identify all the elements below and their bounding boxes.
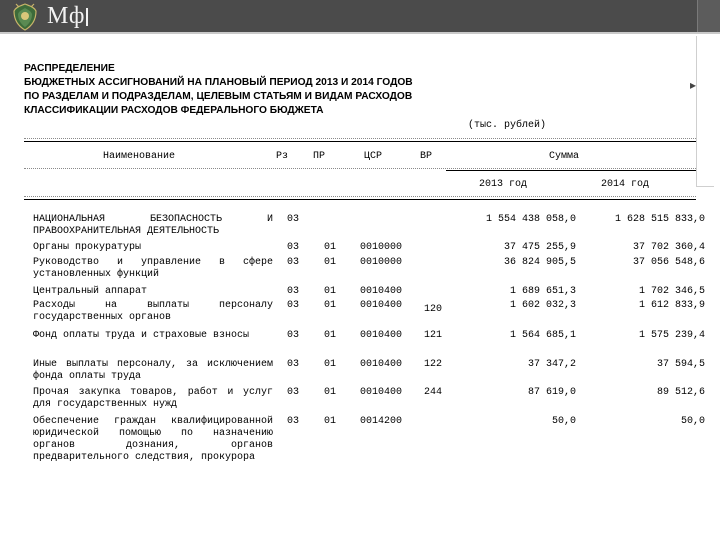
title-line: ПО РАЗДЕЛАМ И ПОДРАЗДЕЛАМ, ЦЕЛЕВЫМ СТАТЬЯМ И ВИДАМ РАСХОДОВ [24, 91, 413, 102]
row-sum-2013: 1 602 032,3 [509, 300, 576, 311]
title-line: РАСПРЕДЕЛЕНИЕ [24, 63, 115, 74]
logo-text: Мф [47, 3, 88, 29]
row-sum-2014: 50,0 [680, 416, 705, 427]
row-pr: 01 [324, 416, 337, 427]
row-rz: 03 [287, 214, 300, 225]
row-pr: 01 [324, 300, 337, 311]
row-sum-2014: 1 628 515 833,0 [614, 214, 705, 225]
sum-split-rule [446, 170, 696, 171]
row-csr: 0010400 [360, 286, 403, 297]
row-name: Органы прокуратуры [33, 242, 142, 253]
row-sum-2014: 37 702 360,4 [632, 242, 705, 253]
row-vr: 120 [424, 304, 443, 315]
row-rz: 03 [287, 359, 300, 370]
title-line: КЛАССИФИКАЦИИ РАСХОДОВ ФЕДЕРАЛЬНОГО БЮДЖЕТА [24, 105, 324, 116]
row-name: Центральный аппарат [33, 286, 148, 297]
row-sum-2014: 37 056 548,6 [632, 257, 705, 268]
row-name: Расходы на выплаты персоналу государственных органов [33, 300, 273, 323]
row-sum-2013: 36 824 905,5 [503, 257, 576, 268]
header-bottom-rule [24, 199, 696, 200]
top-bar [0, 0, 720, 32]
row-name: Руководство и управление в сфере установленных функций [33, 257, 273, 280]
top-bar-rule [0, 32, 720, 34]
row-sum-2013: 50,0 [551, 416, 576, 427]
header-top-rule [24, 141, 696, 142]
row-vr: 122 [424, 359, 443, 370]
col-header-pr: ПР [313, 151, 326, 162]
decorative-line [696, 36, 697, 186]
row-csr: 0010000 [360, 257, 403, 268]
col-header-rz: Рз [276, 151, 289, 162]
row-csr: 0010400 [360, 330, 403, 341]
row-csr: 0010400 [360, 387, 403, 398]
row-pr: 01 [324, 330, 337, 341]
row-csr: 0014200 [360, 416, 403, 427]
row-rz: 03 [287, 416, 300, 427]
dotted-rule [24, 168, 696, 169]
row-sum-2013: 1 564 685,1 [509, 330, 576, 341]
top-bar-corner [697, 0, 720, 32]
row-sum-2013: 37 347,2 [527, 359, 576, 370]
document-title [24, 62, 544, 118]
row-rz: 03 [287, 242, 300, 253]
row-sum-2014: 1 612 833,9 [638, 300, 705, 311]
row-pr: 01 [324, 359, 337, 370]
col-header-name: Наименование [103, 151, 176, 162]
col-header-sum: Сумма [549, 151, 580, 162]
row-csr: 0010400 [360, 359, 403, 370]
coat-of-arms-icon [10, 2, 40, 32]
caret-icon: ▸ [690, 78, 697, 92]
dotted-rule [24, 196, 696, 197]
row-name: Прочая закупка товаров, работ и услуг для государственных нужд [33, 387, 273, 410]
row-sum-2014: 37 594,5 [656, 359, 705, 370]
row-name: Обеспечение граждан квалифицированной юридической помощью по назначению органов дознания, органов предварительного следствия, прокурора [33, 416, 273, 463]
col-header-vr: ВР [420, 151, 433, 162]
col-header-2013: 2013 год [479, 179, 528, 190]
dotted-rule [24, 138, 696, 139]
row-pr: 01 [324, 257, 337, 268]
row-sum-2014: 89 512,6 [656, 387, 705, 398]
col-header-csr: ЦСР [364, 151, 383, 162]
row-pr: 01 [324, 286, 337, 297]
row-vr: 121 [424, 330, 443, 341]
row-sum-2013: 37 475 255,9 [503, 242, 576, 253]
row-vr: 244 [424, 387, 443, 398]
row-rz: 03 [287, 286, 300, 297]
title-line: БЮДЖЕТНЫХ АССИГНОВАНИЙ НА ПЛАНОВЫЙ ПЕРИОД 2013 И 2014 ГОДОВ [24, 77, 413, 88]
row-pr: 01 [324, 387, 337, 398]
row-sum-2013: 87 619,0 [527, 387, 576, 398]
row-sum-2013: 1 689 651,3 [509, 286, 576, 297]
row-rz: 03 [287, 257, 300, 268]
units-label: (тыс. рублей) [468, 120, 547, 131]
col-header-2014: 2014 год [601, 179, 650, 190]
row-sum-2014: 1 575 239,4 [638, 330, 705, 341]
row-name: Иные выплаты персоналу, за исключением фонда оплаты труда [33, 359, 273, 382]
row-name: Фонд оплаты труда и страховые взносы [33, 330, 250, 341]
row-csr: 0010000 [360, 242, 403, 253]
row-sum-2014: 1 702 346,5 [638, 286, 705, 297]
row-csr: 0010400 [360, 300, 403, 311]
row-pr: 01 [324, 242, 337, 253]
row-rz: 03 [287, 330, 300, 341]
row-rz: 03 [287, 387, 300, 398]
row-sum-2013: 1 554 438 058,0 [485, 214, 576, 225]
row-rz: 03 [287, 300, 300, 311]
row-name: НАЦИОНАЛЬНАЯ БЕЗОПАСНОСТЬ И ПРАВООХРАНИТЕЛЬНАЯ ДЕЯТЕЛЬНОСТЬ [33, 214, 273, 237]
decorative-line-horizontal [696, 186, 714, 187]
